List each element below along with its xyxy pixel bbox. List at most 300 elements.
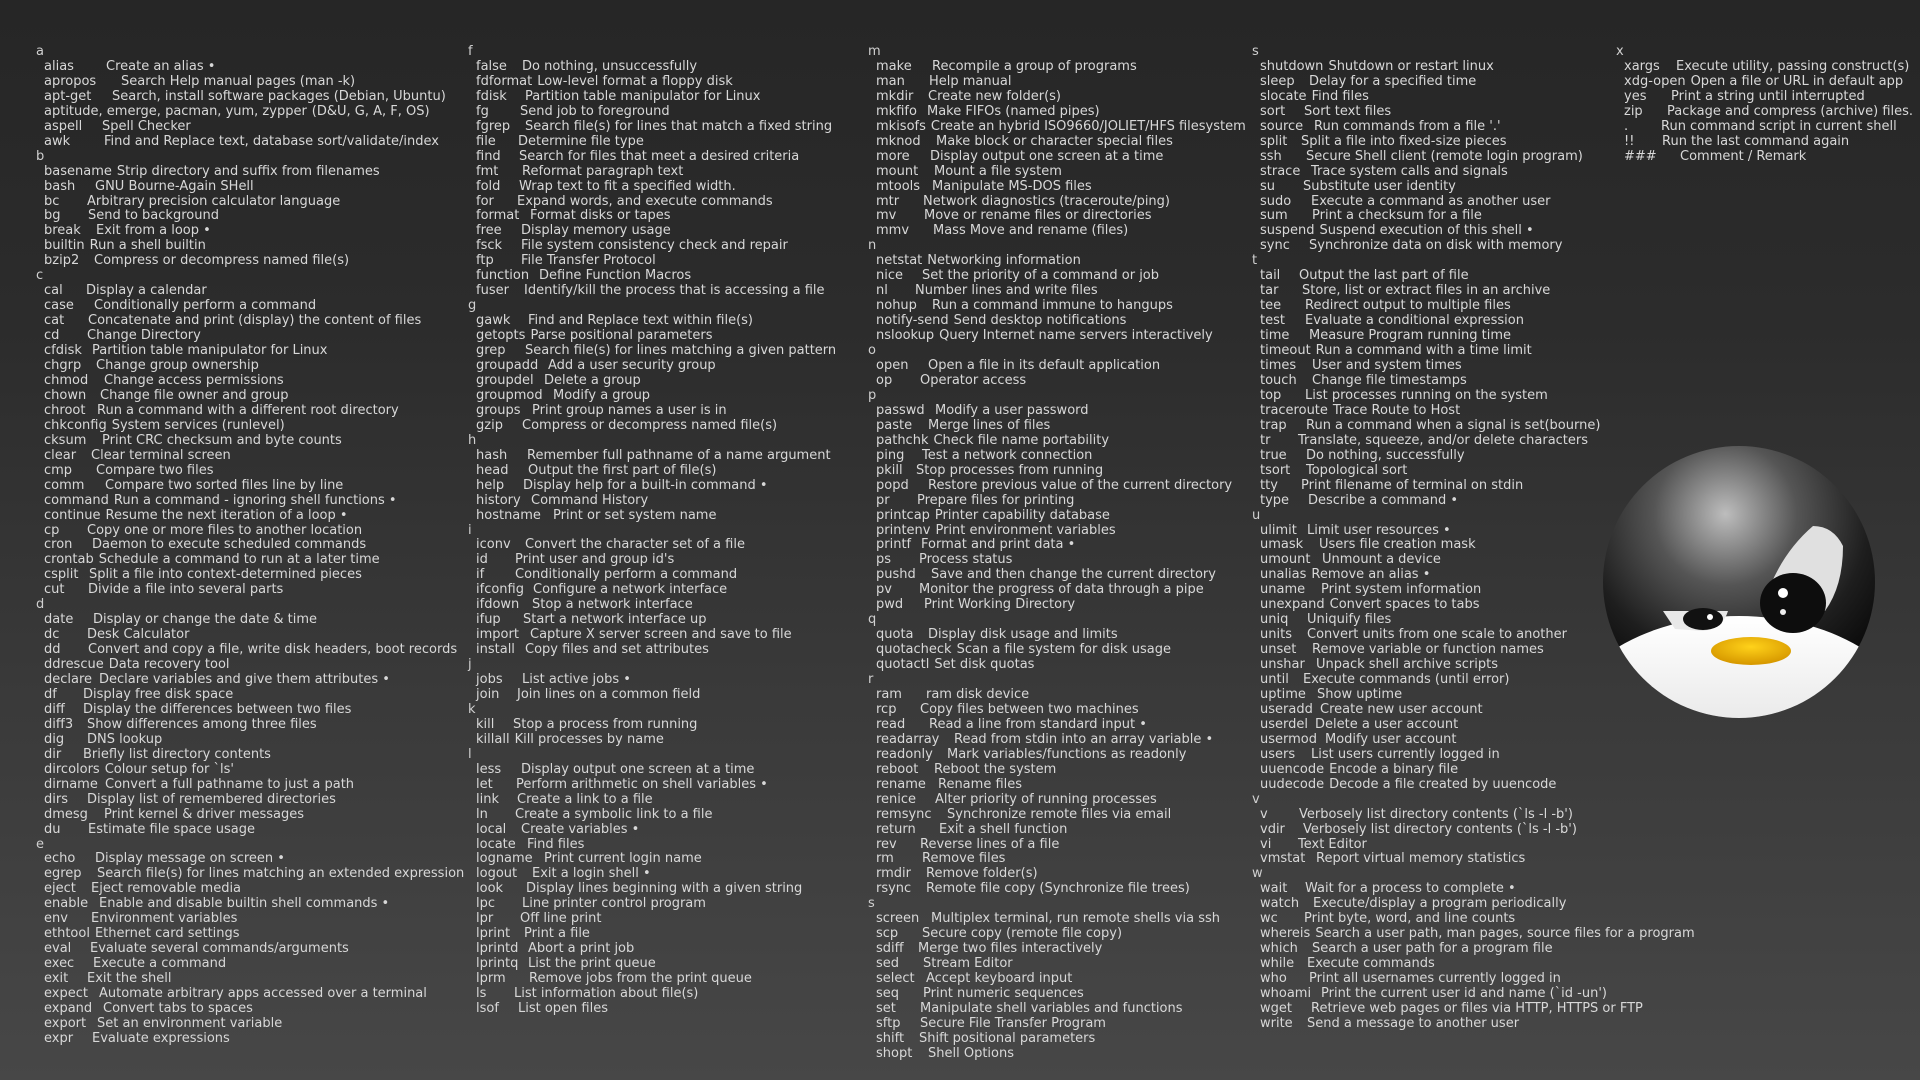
command-description: Users file creation mask [1319,537,1476,553]
command-description: Remove folder(s) [926,866,1038,882]
command-name: units [1260,627,1292,643]
command-name: alias [44,58,74,74]
command-entry [1616,105,1913,120]
command-entry [468,897,836,912]
command-entry [36,284,464,299]
command-entry [468,344,836,359]
command-entry [36,823,464,838]
command-entry [868,568,1246,583]
command-entry [468,269,836,284]
command-entry [868,75,1246,90]
command-name: rev [876,836,897,852]
command-entry [868,329,1246,344]
command-entry [36,553,464,568]
command-entry [36,972,464,987]
command-entry [468,90,836,105]
command-description: Run a command with a different root directory [97,402,399,418]
command-entry [1252,224,1695,239]
command-entry [868,763,1246,778]
command-entry [36,60,464,75]
command-entry [36,852,464,867]
command-description: Split a file into context-determined pieces [89,567,362,583]
command-description: Partition table manipulator for Linux [92,343,328,359]
command-name: ifconfig [476,582,524,598]
command-entry [868,284,1246,299]
command-description: Report virtual memory statistics [1316,851,1526,867]
command-description: Evaluate expressions [92,1030,230,1046]
command-description: Trace system calls and signals [1311,163,1508,179]
command-description: Send to background [88,208,219,224]
command-description: Operator access [920,372,1027,388]
command-name: rcp [876,701,897,717]
command-name: set [876,1001,896,1016]
command-description: Alter priority of running processes [935,791,1157,807]
command-name: seq [876,986,900,1002]
command-entry [36,733,464,748]
command-description: Execute commands (until error) [1303,672,1510,688]
command-name: enable [44,896,89,912]
command-description: DNS lookup [87,731,163,747]
section-letter: i [468,522,472,538]
command-name: top [1260,387,1282,403]
command-entry [1252,763,1695,778]
command-name: xdg-open [1624,73,1686,89]
command-description: Network diagnostics (traceroute/ping) [923,193,1170,209]
command-name: passwd [876,402,925,418]
command-name: sdiff [876,941,904,957]
command-name: logout [476,866,518,882]
command-name: pushd [876,567,916,583]
command-entry [36,778,464,793]
command-name: tsort [1260,462,1291,478]
command-description: Execute/display a program periodically [1313,896,1567,912]
command-name: pwd [876,597,904,613]
command-entry [868,733,1246,748]
command-entry [36,105,464,120]
command-name: ln [476,806,488,822]
command-name: rm [876,851,894,867]
command-description: Divide a file into several parts [88,582,284,598]
section-letter: h [468,432,477,448]
command-name: useradd [1260,701,1313,717]
command-name: more [876,148,910,164]
command-entry [1252,359,1695,374]
command-name: tail [1260,268,1281,284]
command-name: declare [44,672,93,688]
command-description: Stream Editor [923,956,1013,972]
command-name: expect [44,986,88,1002]
command-name: nslookup [876,328,935,344]
command-name: trap [1260,417,1287,433]
section-letter: n [868,238,877,254]
command-name: fmt [476,163,499,179]
command-entry [36,628,464,643]
command-description: Configure a network interface [533,582,728,598]
command-entry [868,60,1246,75]
command-description: Sort text files [1304,103,1392,119]
command-name: select [876,971,915,987]
section-letter: j [468,657,472,673]
command-name: tty [1260,477,1278,493]
command-name: eject [44,881,76,897]
command-name: comm [44,477,85,493]
command-name: sleep [1260,73,1295,89]
command-description: Declare variables and give them attributes • [99,672,390,688]
command-description: Secure File Transfer Program [920,1015,1106,1031]
command-entry [36,613,464,628]
command-description: Stop a network interface [532,597,693,613]
command-description: Wait for a process to complete • [1305,881,1516,897]
command-description: Abort a print job [528,941,635,957]
command-description: Print a file [524,926,590,942]
command-entry [36,688,464,703]
command-description: Change group ownership [96,358,259,374]
command-description: Daemon to execute scheduled commands [92,537,367,553]
command-name: local [476,821,507,837]
command-description: Mount a file system [934,163,1062,179]
command-description: GNU Bourne-Again SHell [95,178,254,194]
command-description: Accept keyboard input [926,971,1073,987]
command-entry [1252,165,1695,180]
command-entry [36,673,464,688]
command-description: List open files [518,1001,609,1016]
command-entry [868,509,1246,524]
command-entry [1252,823,1695,838]
command-entry [468,823,836,838]
command-name: unalias [1260,567,1307,583]
command-description: List the print queue [528,956,656,972]
command-name: sftp [876,1015,901,1031]
command-entry [1252,972,1695,987]
command-description: Print all usernames currently logged in [1309,971,1561,987]
command-entry [468,449,836,464]
command-name: dirname [44,776,98,792]
command-description: Printer capability database [934,507,1110,523]
command-description: Convert tabs to spaces [103,1001,253,1016]
command-name: sudo [1260,193,1292,209]
command-description: (D&U, G, A, F, OS) [311,103,430,119]
command-description: Display the differences between two files [83,701,352,717]
command-entry [36,299,464,314]
command-entry [868,643,1246,658]
section-letter: m [868,44,881,59]
command-name: mmv [876,223,910,239]
command-description: Concatenate and print (display) the content of files [88,313,422,329]
command-name: sed [876,956,900,972]
command-name: cal [44,283,63,299]
command-name: ftp [476,253,494,269]
command-description: List information about file(s) [514,986,699,1002]
command-description: Open a file or URL in default app [1690,73,1904,89]
command-entry [868,598,1246,613]
command-entry [1252,927,1695,942]
command-description: Run a command when a signal is set(bourne) [1306,417,1601,433]
command-entry [36,90,464,105]
command-entry [868,494,1246,509]
command-entry [868,1017,1246,1032]
command-entry [1252,778,1695,793]
command-entry [468,778,836,793]
command-name: install [476,642,515,658]
command-entry [868,135,1246,150]
command-description: Delete a user account [1315,716,1459,732]
command-description: Rename files [938,776,1023,792]
command-entry [868,927,1246,942]
command-name: mv [876,208,897,224]
command-name: printenv [876,522,931,538]
command-description: Create a symbolic link to a file [515,806,713,822]
command-entry [868,464,1246,479]
command-description: Make block or character special files [936,133,1173,149]
command-entry [36,120,464,135]
command-description: Verbosely list directory contents (`ls -l -b') [1299,806,1573,822]
command-entry [868,987,1246,1002]
command-name: dd [44,642,61,658]
command-description: File system consistency check and repair [521,238,788,254]
command-entry [36,524,464,539]
command-name: lprintq [476,956,519,972]
command-entry [468,867,836,882]
command-name: tr [1260,432,1271,448]
command-entry [1252,314,1695,329]
command-description: Translate, squeeze, and/or delete characters [1298,432,1589,448]
command-description: Compare two sorted files line by line [105,477,344,493]
command-name: usermod [1260,731,1317,747]
command-description: Run commands from a file '.' [1314,118,1501,134]
command-entry [468,389,836,404]
command-entry [868,838,1246,853]
command-entry [868,269,1246,284]
command-name: file [476,133,496,149]
section-letter: t [1252,253,1258,269]
command-description: Briefly list directory contents [83,746,271,762]
command-entry [468,987,836,1002]
command-name: case [44,298,74,314]
command-entry [36,912,464,927]
command-description: Schedule a command to run at a later time [98,552,380,568]
command-name: watch [1260,896,1300,912]
command-name: who [1260,971,1287,987]
command-entry [468,972,836,987]
command-entry [468,239,836,254]
command-entry [36,1017,464,1032]
command-description: Conditionally perform a command [515,567,738,583]
command-entry [868,165,1246,180]
command-entry [36,404,464,419]
command-name: remsync [876,806,932,822]
command-name: cmp [44,462,73,478]
command-description: Low-level format a floppy disk [537,73,733,89]
command-name: write [1260,1015,1293,1031]
command-description: Change file owner and group [100,387,289,403]
command-entry [36,464,464,479]
command-entry [36,987,464,1002]
command-entry [868,793,1246,808]
command-description: Kill processes by name [514,731,664,747]
command-entry [468,538,836,553]
command-entry [1252,180,1695,195]
command-description: File Transfer Protocol [521,253,656,269]
command-entry [868,852,1246,867]
command-entry [36,538,464,553]
command-description: Execute commands [1307,956,1435,972]
command-name: kill [476,716,495,732]
command-name: quotactl [876,657,930,673]
command-name: lprintd [476,941,519,957]
penguin-mascot-icon [1603,446,1875,718]
command-description: Find files [1311,88,1369,104]
command-name: lpr [476,911,494,927]
command-name: du [44,821,61,837]
command-entry [36,209,464,224]
command-name: popd [876,477,909,493]
command-description: Strip directory and suffix from filenames [116,163,380,179]
command-name: mtools [876,178,921,194]
command-entry [468,224,836,239]
command-description: Modify a user password [935,402,1089,418]
command-name: slocate [1260,88,1307,104]
command-entry [36,479,464,494]
command-name: reboot [876,761,919,777]
command-description: Exit a shell function [939,821,1068,837]
command-entry [36,195,464,210]
command-description: Format and print data • [921,537,1076,553]
command-description: Manipulate shell variables and functions [920,1001,1183,1016]
command-name: cp [44,522,60,538]
command-entry [1252,987,1695,1002]
command-description: Prepare files for printing [917,492,1075,508]
command-entry [468,359,836,374]
command-entry [868,314,1246,329]
command-name: paste [876,417,913,433]
command-name: hash [476,447,508,463]
command-name: link [476,791,499,807]
command-description: Data recovery tool [108,657,230,673]
command-description: Resume the next iteration of a loop • [105,507,348,523]
command-name: mount [876,163,919,179]
command-description: Suspend execution of this shell • [1319,223,1534,239]
command-description: Evaluate several commands/arguments [90,941,349,957]
command-name: vdir [1260,821,1285,837]
command-entry [36,75,464,90]
command-description: Synchronize remote files via email [947,806,1172,822]
command-name: awk [44,133,71,149]
command-description: Print Working Directory [924,597,1076,613]
command-name: printcap [876,507,930,523]
command-description: Networking information [927,253,1081,269]
command-entry [468,329,836,344]
command-entry [868,1032,1246,1047]
command-description: Limit user resources • [1307,522,1451,538]
command-description: Remote file copy (Synchronize file trees) [926,881,1190,897]
command-entry [868,957,1246,972]
command-description: Do nothing, successfully [1306,447,1465,463]
section-letter: l [468,746,472,762]
section-letter: w [1252,866,1263,882]
command-description: Display list of remembered directories [87,791,336,807]
command-description: Mass Move and rename (files) [933,223,1129,239]
command-entry [468,494,836,509]
command-name: v [1260,806,1268,822]
command-entry [868,553,1246,568]
command-entry [1252,957,1695,972]
command-description: Merge two files interactively [918,941,1103,957]
command-name: crontab [44,552,94,568]
command-entry [36,329,464,344]
command-entry [468,583,836,598]
command-description: Start a network interface up [523,612,707,628]
command-entry [1252,718,1695,733]
command-name: echo [44,851,76,867]
section-letter: s [868,896,875,912]
command-entry [1252,882,1695,897]
command-entry [36,224,464,239]
command-name: function [476,268,530,284]
command-name: logname [476,851,533,867]
command-entry [36,927,464,942]
command-description: Mark variables/functions as readonly [947,746,1187,762]
command-description: Compress or decompress named file(s) [522,417,778,433]
command-name: for [476,193,494,209]
command-description: Query Internet name servers interactively [939,328,1213,344]
command-description: Modify user account [1325,731,1457,747]
command-name: ram [876,686,902,702]
command-entry [36,254,464,269]
command-entry [468,838,836,853]
command-name: pathchk [876,432,929,448]
command-name: mkfifo [876,103,917,119]
command-description: Display lines beginning with a given string [526,881,803,897]
command-name: export [44,1015,87,1031]
command-name: lprint [476,926,511,942]
command-description: Run the last command again [1662,133,1850,149]
column-a-e [36,45,464,1047]
command-name: chmod [44,372,89,388]
command-description: Print current login name [544,851,702,867]
command-description: Modify a group [553,387,651,403]
command-description: Send desktop notifications [953,313,1127,329]
command-description: Create variables • [521,821,640,837]
command-entry [36,449,464,464]
command-name: yes [1624,88,1647,104]
command-entry [868,359,1246,374]
command-entry [468,314,836,329]
command-entry [868,867,1246,882]
command-description: Convert units from one scale to another [1307,627,1567,643]
command-entry [868,374,1246,389]
command-description: Environment variables [91,911,238,927]
command-description: Compare two files [96,462,214,478]
command-description: Save and then change the current directory [931,567,1216,583]
command-description: Delete a group [544,372,641,388]
command-name: diff [44,701,65,717]
command-entry [468,942,836,957]
command-name: chgrp [44,358,82,374]
command-description: Partition table manipulator for Linux [525,88,761,104]
section-letter: f [468,44,473,59]
command-entry [1252,748,1695,763]
command-description: Redirect output to multiple files [1305,298,1511,314]
command-description: Recompile a group of programs [932,58,1137,74]
command-entry [36,1032,464,1047]
command-entry [36,434,464,449]
command-entry [468,957,836,972]
command-name: exec [44,956,75,972]
command-name: notify-send [876,313,949,329]
command-name: false [476,58,507,74]
command-description: Do nothing, unsuccessfully [522,58,698,74]
command-description: Determine file type [518,133,644,149]
